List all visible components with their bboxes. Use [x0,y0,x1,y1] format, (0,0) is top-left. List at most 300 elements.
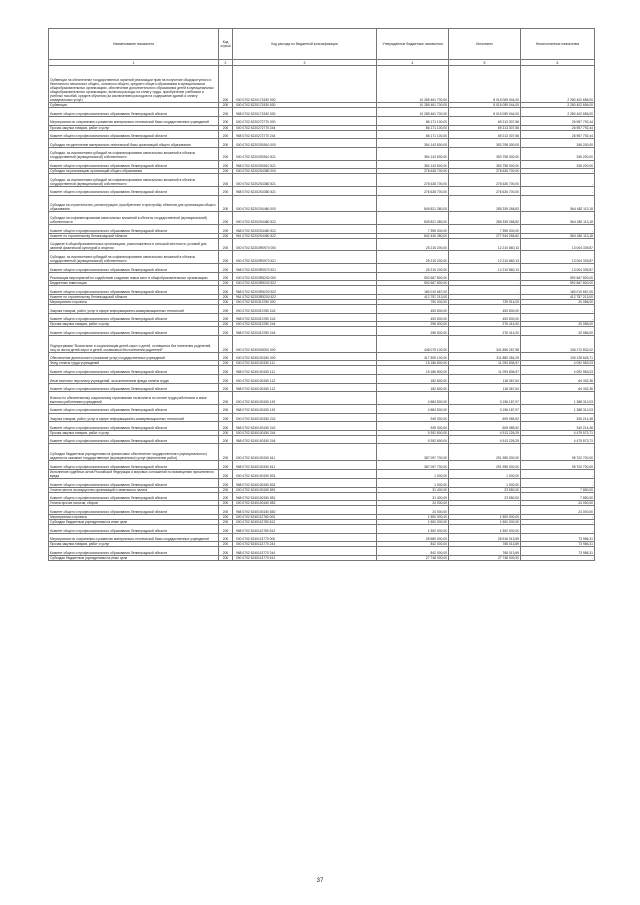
table-row [49,160,595,169]
row-unexecuted-value: 20 086,00 [521,322,595,327]
row-indicator-name: Комитет общего и профессионального образования Ленинградской области [49,435,219,444]
row-line-code: 200 [219,422,233,431]
row-executed-value: 7 395 000,00 [449,225,521,234]
row-indicator-name: Комитет общего и профессионального образования Ленинградской области [49,264,219,273]
row-line-code: 200 [219,435,233,444]
row-executed-value: 11 093 836,97 [449,361,521,366]
row-line-code: 200 [219,430,233,435]
row-executed-value: 69 213 307,56 [449,130,521,139]
row-executed-value: 1 000,00 [449,479,521,488]
row-unexecuted-value: 564 482 113,18 [521,212,595,225]
row-indicator-name: Прочая закупка товаров, работ и услуг [49,430,219,435]
row-unexecuted-value: - [521,174,595,187]
row-line-code: 200 [219,251,233,264]
table-row [49,272,595,281]
row-approved-value: 86 171 100,00 [377,125,449,130]
row-budget-code: 968 0702 52203R5200 522 [233,286,377,295]
row-executed-value: 27 748 000,00 [449,556,521,561]
row-executed-value: 341 896 267,98 [449,336,521,353]
row-budget-code: 000 0702 5240100150 000 [233,352,377,361]
row-unexecuted-value: 64 432,36 [521,383,595,392]
row-unexecuted-value: - [521,469,595,478]
row-unexecuted-value: 1 388 312,03 [521,392,595,405]
row-line-code: 200 [219,506,233,515]
row-approved-value: 10 285 461 700,00 [377,66,449,103]
row-line-code: 200 [219,281,233,286]
row-line-code: 200 [219,375,233,384]
row-unexecuted-value: 180 010 667,00 [521,286,595,295]
row-budget-code: 000 0702 52203R5200 000 [233,272,377,281]
row-budget-code: 000 0702 52203R0970 521 [233,251,377,264]
row-indicator-name: Субсидии, за исключением субсидий на софинансирование капитальных вложений в объекты государственной (муниципальной) собственности [49,251,219,264]
table-row [49,383,595,392]
row-approved-value: 31 400,00 [377,492,449,501]
row-indicator-name: Взносы по обязательному социальному страхованию на выплаты по оплате труда работников и иные выплаты работникам учреждений [49,392,219,405]
row-unexecuted-value: 2 280 402 656,00 [521,103,595,108]
row-indicator-name: Уплата прочих налогов, сборов [49,501,219,506]
row-executed-value: 12 210 860,13 [449,251,521,264]
row-executed-value: 69 213 307,56 [449,116,521,125]
row-unexecuted-value: 4 479 573,71 [521,435,595,444]
row-unexecuted-value: 13 004 339,87 [521,251,595,264]
table-row [49,212,595,225]
row-indicator-name: Комитет общего и профессионального образования Ленинградской области [49,225,219,234]
row-budget-code: 000 0702 52202S4460 000 [233,195,377,212]
row-indicator-name: Мероприятия по сохранению и развитию материально-технической базы государственных учреждений [49,116,219,125]
row-unexecuted-value: - [521,225,595,234]
row-unexecuted-value: - [521,169,595,174]
row-indicator-name: Подпрограмма "Воспитание и социализация детей-сирот и детей, оставшихся без попечения родителей, лиц из числа детей-сирот и детей, оставшихся без попечения родителей" [49,336,219,353]
row-executed-value: 4 913 226,29 [449,430,521,435]
row-budget-code: 000 0702 5240100150 852 [233,501,377,506]
row-line-code: 200 [219,361,233,366]
row-line-code: 200 [219,294,233,299]
row-line-code: 200 [219,444,233,461]
row-executed-value: 353 798 300,00 [449,160,521,169]
row-line-code: 200 [219,313,233,322]
row-unexecuted-value: 26 957 792,44 [521,125,595,130]
row-budget-code: 000 0702 5240100150 119 [233,392,377,405]
row-line-code: 200 [219,305,233,314]
row-budget-code: 968 0702 5220171530 530 [233,108,377,117]
row-unexecuted-value: 95 702 700,00 [521,444,595,461]
row-budget-code: 000 0702 5220313780 242 [233,305,377,314]
row-unexecuted-value: 95 702 700,00 [521,461,595,470]
row-executed-value: 453 500,00 [449,305,521,314]
row-line-code: 200 [219,130,233,139]
row-indicator-name: Комитет общего и профессионального образования Ленинградской области [49,492,219,501]
row-approved-value: 28 580 000,00 [377,533,449,542]
row-executed-value: 1 500 000,00 [449,514,521,519]
row-approved-value: 27 748 000,00 [377,556,449,561]
row-approved-value: 592 667 800,00 [377,272,449,281]
row-indicator-name: Обеспечение деятельности (оказание услуг) государственных учреждений [49,352,219,361]
row-approved-value: 1 000,00 [377,479,449,488]
row-approved-value: 182 800,00 [377,375,449,384]
row-line-code: 200 [219,383,233,392]
row-unexecuted-value: 73 986,31 [521,542,595,547]
row-budget-code: 968 0702 52202S4380 521 [233,186,377,195]
row-approved-value: 296 500,00 [377,322,449,327]
row-line-code: 200 [219,352,233,361]
row-line-code: 200 [219,542,233,547]
row-indicator-name: Закупка товаров, работ, услуг в сфере информационно-коммуникационных технологий [49,305,219,314]
table-row [49,375,595,384]
row-unexecuted-value: 13 004 339,87 [521,264,595,273]
row-budget-code: 000 0702 5240100150 111 [233,361,377,366]
row-budget-code: 968 0702 5240100150 242 [233,422,377,431]
row-budget-code: 000 0702 52202S0510 521 [233,147,377,160]
column-number: 4 [377,60,449,66]
row-executed-value: 453 500,00 [449,313,521,322]
row-executed-value: 285 339 268,82 [449,195,521,212]
row-approved-value: 15 186 800,00 [377,361,449,366]
row-unexecuted-value: 4 092 963,03 [521,366,595,375]
row-indicator-name: Субсидии на софинансирование капитальных вложений в объекты государственной (муниципальной) собственности [49,212,219,225]
row-indicator-name: Прочая закупка товаров, работ и услуг [49,542,219,547]
row-executed-value: 118 367,64 [449,383,521,392]
row-line-code: 200 [219,125,233,130]
row-unexecuted-value: 345 200,00 [521,147,595,160]
row-unexecuted-value: - [521,556,595,561]
column-number: 6 [521,60,595,66]
row-indicator-name: Мероприятия по сохранению и развитию материально-технической базы государственных учреждений [49,533,219,542]
row-executed-value: 4 913 226,29 [449,435,521,444]
row-approved-value: 1 500 000,00 [377,514,449,519]
row-executed-value: - [449,272,521,281]
row-line-code: 200 [219,336,233,353]
row-unexecuted-value: 106 172 832,02 [521,336,595,353]
row-budget-code: 000 0702 5240100150 244 [233,430,377,435]
row-approved-value: 15 186 800,00 [377,366,449,375]
row-budget-code: 000 0702 5240000000 000 [233,336,377,353]
table-row [49,366,595,375]
row-approved-value: 453 500,00 [377,305,449,314]
row-approved-value: 25 215 200,00 [377,251,449,264]
row-approved-value: 296 500,00 [377,327,449,336]
row-line-code: 200 [219,366,233,375]
row-unexecuted-value: 64 432,36 [521,375,595,384]
row-unexecuted-value: 412 757 213,00 [521,294,595,299]
row-line-code: 200 [219,404,233,413]
row-indicator-name: Комитет общего и профессионального образования Ленинградской области [49,286,219,295]
row-approved-value: 849 821 380,00 [377,195,449,212]
row-budget-code: 968 0702 5240100150 831 [233,479,377,488]
table-row [49,238,595,251]
row-line-code: 200 [219,322,233,327]
row-budget-code: 000 0702 5240113770 000 [233,533,377,542]
table-row [49,139,595,148]
row-unexecuted-value: - [521,479,595,488]
row-line-code: 200 [219,116,233,125]
row-executed-value: 69 213 307,56 [449,125,521,130]
row-approved-value: 387 097 700,00 [377,461,449,470]
table-row [49,313,595,322]
row-budget-code: 000 0702 5220171530 000 [233,66,377,103]
table-row [49,352,595,361]
row-indicator-name: Комитет общего и профессионального образования Ленинградской области [49,186,219,195]
row-budget-code: 968 0702 52202S0510 521 [233,160,377,169]
row-unexecuted-value: 592 667 800,00 [521,272,595,281]
page-number: 37 [316,878,324,884]
row-indicator-name: Комитет общего и профессионального образования Ленинградской области [49,547,219,556]
row-budget-code: 000 0702 5220272770 244 [233,125,377,130]
row-unexecuted-value: 340 214,48 [521,422,595,431]
row-executed-value: 729 914,00 [449,300,521,305]
row-unexecuted-value: - [521,313,595,322]
row-unexecuted-value: 105 128 645,71 [521,352,595,361]
row-line-code: 200 [219,525,233,534]
header-line-code: Код строки [219,29,233,60]
row-unexecuted-value: 564 482 113,18 [521,233,595,238]
row-line-code: 200 [219,272,233,281]
row-unexecuted-value: 340 214,48 [521,413,595,422]
row-executed-value: - [449,501,521,506]
table-row [49,492,595,501]
row-unexecuted-value: 2 280 402 656,00 [521,66,595,103]
row-unexecuted-value: 73 986,31 [521,533,595,542]
row-unexecuted-value: 7 850,00 [521,487,595,492]
header-budget-code: Код расхода по бюджетной классификации [233,29,377,60]
table-row [49,174,595,187]
row-budget-code: 968 0702 5240100150 111 [233,366,377,375]
row-executed-value: 8 015 069 044,00 [449,66,521,103]
table-row [49,392,595,405]
row-line-code: 200 [219,225,233,234]
row-line-code: 200 [219,66,233,103]
row-indicator-name: Исполнение судебных актов Российской Федерации и мировых соглашений по возмещению причиненного вреда [49,469,219,478]
row-line-code: 200 [219,108,233,117]
row-line-code: 200 [219,195,233,212]
row-line-code: 200 [219,169,233,174]
row-indicator-name: Комитет общего и профессионального образования Ленинградской области [49,383,219,392]
row-approved-value: 24 000,00 [377,501,449,506]
row-budget-code: 000 0702 5240112780 000 [233,514,377,519]
row-approved-value: 1 000,00 [377,469,449,478]
row-unexecuted-value: 564 482 113,18 [521,195,595,212]
row-budget-code: 968 0702 5220313780 244 [233,327,377,336]
row-line-code: 200 [219,327,233,336]
row-indicator-name: Уплата налога на имущество организаций и земельного налога [49,487,219,492]
row-executed-value: 118 367,64 [449,375,521,384]
row-approved-value: 417 509 100,00 [377,352,449,361]
row-unexecuted-value: 20 086,00 [521,327,595,336]
row-unexecuted-value: 26 957 792,44 [521,130,595,139]
row-budget-code: 000 0702 5240100150 851 [233,487,377,492]
row-executed-value: - [449,286,521,295]
row-approved-value: 949 300,00 [377,422,449,431]
row-approved-value: 10 285 461 700,00 [377,108,449,117]
row-indicator-name: Субсидии бюджетным учреждениям на иные цели [49,520,219,525]
row-unexecuted-value: 592 667 800,00 [521,281,595,286]
row-unexecuted-value: 2 280 402 656,00 [521,108,595,117]
row-executed-value: 609 085,52 [449,422,521,431]
column-number: 3 [233,60,377,66]
row-budget-code: 000 0702 5240112780 612 [233,520,377,525]
row-approved-value: 453 500,00 [377,313,449,322]
row-budget-code: 968 0702 5220272770 244 [233,130,377,139]
table-row [49,336,595,353]
row-line-code: 200 [219,547,233,556]
table-row [49,413,595,422]
row-indicator-name: Комитет общего и профессионального образования Ленинградской области [49,130,219,139]
row-line-code: 200 [219,487,233,492]
row-approved-value: 180 010 667,00 [377,286,449,295]
row-unexecuted-value: 345 200,00 [521,139,595,148]
row-budget-code: 000 0702 5220313780 244 [233,322,377,327]
row-line-code: 200 [219,461,233,470]
row-executed-value: 8 015 059 044,00 [449,108,521,117]
column-number: 1 [49,60,219,66]
report-sheet [48,28,594,561]
row-indicator-name: Комитет по строительству Ленинградской области [49,233,219,238]
row-budget-code: 000 0702 52202S4380 000 [233,169,377,174]
row-approved-value: 25 215 200,00 [377,264,449,273]
table-row [49,186,595,195]
row-unexecuted-value: 24 000,00 [521,501,595,506]
row-unexecuted-value: 13 004 339,87 [521,238,595,251]
table-row [49,547,595,556]
row-indicator-name: Мероприятия и проекты [49,514,219,519]
header-unexecuted: Неисполненные назначения [521,29,595,60]
row-indicator-name: Комитет общего и профессионального образования Ленинградской области [49,313,219,322]
row-line-code: 200 [219,233,233,238]
row-indicator-name: Комитет общего и профессионального образования Ленинградской области [49,160,219,169]
row-unexecuted-value: 4 092 963,03 [521,361,595,366]
table-row [49,108,595,117]
table-row [49,327,595,336]
row-line-code: 200 [219,501,233,506]
row-executed-value: - [449,281,521,286]
row-unexecuted-value: - [521,520,595,525]
row-approved-value: 276 628 700,00 [377,174,449,187]
row-unexecuted-value: 73 986,31 [521,547,595,556]
table-row [49,251,595,264]
row-line-code: 200 [219,556,233,561]
row-indicator-name: Иные выплаты персоналу учреждений, за исключением фонда оплаты труда [49,375,219,384]
table-header-row [49,29,595,60]
row-budget-code: 961 0702 52202S4460 522 [233,233,377,238]
row-indicator-name: Субсидии бюджетным учреждениям на иные цели [49,556,219,561]
row-executed-value: 276 626 700,00 [449,174,521,187]
row-indicator-name: Субсидии, за исключением субсидий на софинансирование капитальных вложений в объекты государственной (муниципальной) собственности [49,147,219,160]
header-approved: Утвержденные бюджетные назначения [377,29,449,60]
row-approved-value: 86 171 100,00 [377,116,449,125]
row-executed-value: 28 516 013,69 [449,533,521,542]
column-number: 5 [449,60,521,66]
table-row [49,435,595,444]
row-budget-code: 968 0702 52203R0970 521 [233,264,377,273]
row-unexecuted-value: 26 957 792,44 [521,116,595,125]
row-budget-code: 000 0702 5220171530 530 [233,103,377,108]
row-executed-value: 276 414,00 [449,327,521,336]
row-budget-code: 000 0702 52203R0970 000 [233,238,377,251]
row-approved-value: 4 584 500,00 [377,404,449,413]
row-indicator-name: Закупка товаров, работ, услуг в сфере информационно-коммуникационных технологий [49,413,219,422]
row-line-code: 200 [219,469,233,478]
table-row [49,533,595,542]
row-budget-code: 961 0702 52203R5200 522 [233,294,377,299]
row-line-code: 200 [219,533,233,542]
table-row [49,556,595,561]
row-budget-code: 968 0702 5240100150 851 [233,492,377,501]
row-unexecuted-value: - [521,305,595,314]
row-line-code: 200 [219,300,233,305]
row-approved-value: 182 800,00 [377,383,449,392]
row-indicator-name: Субсидия на укрепление материально-технической базы организаций общего образования [49,139,219,148]
row-executed-value: 1 500 000,00 [449,525,521,534]
row-indicator-name: Комитет общего и профессионального образования Ленинградской области [49,506,219,515]
table-row [49,404,595,413]
row-budget-code: 000 0702 52202S0510 000 [233,139,377,148]
row-approved-value: 1 500 000,00 [377,525,449,534]
row-executed-value: 23 550,00 [449,487,521,492]
table-row [49,525,595,534]
row-approved-value: 10 285 461 700,00 [377,103,449,108]
row-executed-value: 3 196 187,97 [449,404,521,413]
row-line-code: 200 [219,160,233,169]
column-number: 2 [219,60,233,66]
header-indicator-name: Наименование показателя [49,29,219,60]
row-approved-value: 354 143 500,00 [377,160,449,169]
row-unexecuted-value: 20 086,00 [521,300,595,305]
row-approved-value: 276 628 700,00 [377,169,449,174]
row-executed-value: 3 196 187,97 [449,392,521,405]
row-line-code: 200 [219,413,233,422]
row-executed-value: 291 955 000,00 [449,444,521,461]
row-indicator-name: Мероприятия и проекты [49,300,219,305]
row-unexecuted-value: 345 200,00 [521,160,595,169]
row-indicator-name: Субвенции на обеспечение государственных гарантий реализации прав на получение общедоступного и бесплатного начального общего, основного общего, среднего общего образования в муниципальных общеобразовательных организациях, обеспечение дополнительного образования детей в муниципальных общеобразовательных организациях, включая расходы на оплату труда, приобретение учебников и учебных пособий, средств обучения (за исключением расходов на содержание зданий и оплату коммунальных услуг) [49,66,219,103]
row-budget-code: 000 0702 52203R5200 522 [233,281,377,286]
table-row [49,66,595,103]
row-budget-code: 968 0702 5240100150 611 [233,461,377,470]
row-approved-value: 448 079 100,00 [377,336,449,353]
row-unexecuted-value: 7 850,00 [521,492,595,501]
row-budget-code: 968 0702 5240100150 112 [233,383,377,392]
row-indicator-name: Субвенции [49,103,219,108]
row-budget-code: 968 0702 52202S4460 522 [233,225,377,234]
table-row [49,195,595,212]
row-line-code: 200 [219,392,233,405]
row-indicator-name: Субсидии бюджетным учреждениям на финансовое обеспечение государственного (муниципального) задания на оказание государственных (муниципальных) услуг (выполнение работ) [49,444,219,461]
row-executed-value: 609 085,52 [449,413,521,422]
row-budget-code: 000 0702 5240100150 611 [233,444,377,461]
row-approved-value: 24 000,00 [377,506,449,515]
row-line-code: 200 [219,147,233,160]
table-row [49,147,595,160]
table-row [49,422,595,431]
row-line-code: 200 [219,186,233,195]
row-budget-code: 968 0702 5240100150 852 [233,506,377,515]
row-approved-value: 949 300,00 [377,413,449,422]
row-line-code: 200 [219,174,233,187]
row-budget-code: 000 0702 52202S4380 521 [233,174,377,187]
row-approved-value: 849 821 380,00 [377,212,449,225]
row-executed-value: 285 339 268,82 [449,212,521,225]
row-indicator-name: Субсидии на строительство, реконструкцию, приобретение и пристройку объектов для организации общего образования [49,195,219,212]
row-line-code: 200 [219,514,233,519]
row-indicator-name: Комитет общего и профессионального образования Ленинградской области [49,404,219,413]
row-approved-value: 7 395 000,00 [377,225,449,234]
row-indicator-name: Комитет общего и профессионального образования Ленинградской области [49,366,219,375]
row-line-code: 200 [219,212,233,225]
row-indicator-name: Комитет общего и профессионального образования Ленинградской области [49,422,219,431]
row-unexecuted-value: - [521,525,595,534]
row-approved-value: 354 143 500,00 [377,139,449,148]
row-approved-value: 750 000,00 [377,300,449,305]
table-row [49,461,595,470]
